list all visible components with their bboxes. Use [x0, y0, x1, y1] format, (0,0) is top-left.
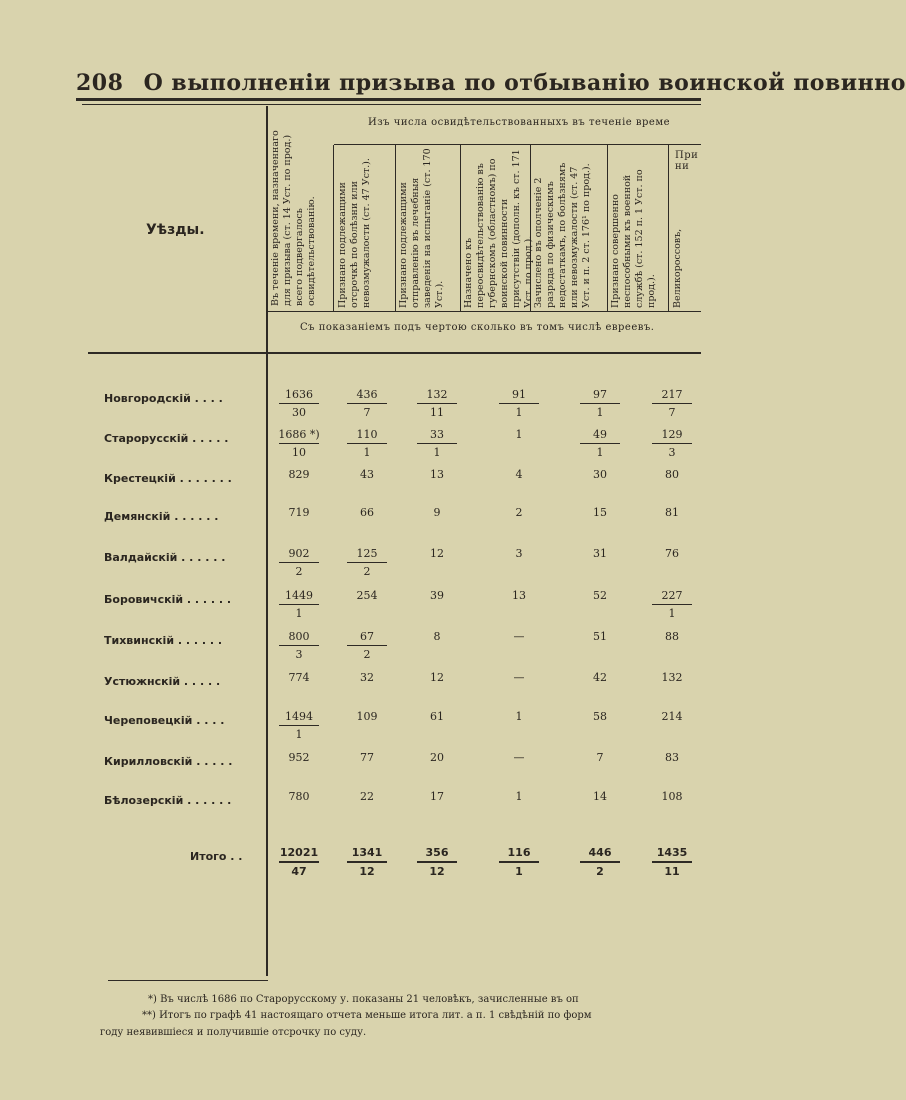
cell-jewish-count: 1 — [515, 865, 523, 878]
col-divider-6 — [607, 145, 608, 311]
district-name — [104, 392, 223, 405]
cell-jewish-count: 1 — [668, 607, 676, 620]
table-cell — [568, 506, 632, 520]
leader-dots: . . . . — [190, 392, 223, 405]
cell-value: 132 — [661, 671, 683, 684]
cell-value: 33 — [430, 428, 444, 441]
cell-value: 13 — [512, 589, 526, 602]
table-cell — [487, 388, 551, 420]
group-header: Изъ числа освидѣтельствованныхъ въ теченіе време — [368, 117, 671, 128]
table-cell — [335, 547, 399, 579]
table-cell — [568, 846, 632, 879]
cell-value: 800 — [288, 630, 310, 643]
table-cell — [267, 388, 331, 420]
cell-value: 58 — [593, 710, 607, 723]
table-cell — [405, 468, 469, 482]
cell-jewish-count: 12 — [359, 865, 375, 878]
footnote-3: году неявившіеся и получившіе отсрочку по суду. — [100, 1027, 367, 1038]
table-cell — [568, 710, 632, 724]
cell-value: 22 — [360, 790, 374, 803]
header-unfit: Признано совершенно неспособными къ военной службѣ (ст. 152 п. 1 Уст. по прод.). — [610, 169, 657, 308]
table-cell — [487, 751, 551, 765]
row-label-text: Боровичскій — [104, 593, 184, 606]
cell-jewish-count: 3 — [295, 648, 303, 661]
table-cell — [487, 468, 551, 482]
row-label-text: Кирилловскій — [104, 755, 193, 768]
leader-dots: . . . . . . — [174, 634, 223, 647]
district-name — [104, 593, 231, 606]
district-name — [104, 714, 224, 727]
table-cell — [405, 388, 469, 420]
table-cell — [405, 630, 469, 644]
table-cell — [335, 630, 399, 662]
fraction-rule — [652, 861, 692, 863]
cell-value: 829 — [288, 468, 310, 481]
fraction-rule — [347, 403, 387, 404]
cell-value: 1636 — [285, 388, 313, 401]
cell-jewish-count: 12 — [429, 865, 445, 878]
district-name — [104, 551, 225, 564]
top-rule-thick — [76, 98, 701, 101]
cell-value: 1494 — [285, 710, 313, 723]
table-cell — [640, 506, 704, 520]
table-cell — [640, 671, 704, 685]
leader-dots: . . . . . . — [177, 551, 226, 564]
cell-jewish-count: 1 — [295, 607, 303, 620]
district-name — [104, 432, 228, 445]
table-cell — [267, 790, 331, 804]
table-cell — [267, 547, 331, 579]
cell-value: 436 — [356, 388, 378, 401]
row-label-text: Тихвинскій — [104, 634, 175, 647]
cell-jewish-count: 2 — [363, 565, 371, 578]
row-label-text: Старорусскій — [104, 432, 189, 445]
leader-dots: . . . . . . — [183, 593, 232, 606]
cell-value: 80 — [665, 468, 679, 481]
total-label — [190, 850, 242, 863]
table-cell — [568, 428, 632, 460]
table-cell — [335, 428, 399, 460]
cell-value: 902 — [288, 547, 310, 560]
table-cell — [405, 547, 469, 561]
fraction-rule — [652, 604, 692, 605]
table-cell — [640, 846, 704, 879]
fraction-rule — [580, 861, 620, 863]
cell-jewish-count: 3 — [668, 446, 676, 459]
cell-value: 97 — [593, 388, 607, 401]
table-cell — [267, 589, 331, 621]
cell-value: 14 — [593, 790, 607, 803]
table-cell — [405, 751, 469, 765]
row-label-text: Череповецкій — [104, 714, 193, 727]
table-cell — [487, 506, 551, 520]
cell-value: 61 — [430, 710, 444, 723]
col-divider-7 — [668, 145, 669, 311]
table-cell — [640, 428, 704, 460]
page-header — [76, 70, 906, 96]
fraction-rule — [580, 443, 620, 444]
cell-jewish-count: 7 — [668, 406, 676, 419]
leader-dots: . . . . — [192, 714, 225, 727]
district-name — [104, 472, 232, 485]
cell-value: 356 — [425, 846, 449, 859]
fraction-rule — [417, 861, 457, 863]
fraction-rule — [279, 861, 319, 863]
header-medical: Признано подлежащими отправленію въ лечебныя заведенія на испытаніе (ст. 170 Уст.). — [398, 148, 445, 308]
cell-value: 12021 — [279, 846, 319, 859]
table-cell — [487, 428, 551, 442]
cell-jewish-count: 11 — [664, 865, 680, 878]
cell-value: 77 — [360, 751, 374, 764]
table-cell — [487, 630, 551, 644]
leader-dots: . . . . . — [188, 432, 229, 445]
table-cell — [335, 468, 399, 482]
cell-value: 9 — [433, 506, 441, 519]
cell-value: 1 — [515, 428, 523, 441]
table-cell — [405, 790, 469, 804]
fraction-rule — [347, 562, 387, 563]
cell-value: 774 — [288, 671, 310, 684]
cell-value: 7 — [596, 751, 604, 764]
page-number: 208 — [76, 70, 124, 96]
table-cell — [335, 671, 399, 685]
row-label-text: Новгородскій — [104, 392, 191, 405]
fraction-rule — [279, 645, 319, 646]
cell-value: 109 — [356, 710, 378, 723]
header-note-jews: Съ показаніемъ подъ чертою сколько въ томъ числѣ евреевъ. — [300, 322, 655, 333]
cell-value: — — [513, 751, 525, 764]
table-cell — [640, 751, 704, 765]
fraction-rule — [279, 443, 319, 444]
col-divider-3 — [395, 145, 396, 311]
footnote-2: **) Итогъ по графѣ 41 настоящаго отчета меньше итога лит. а п. 1 свѣдѣній по форм — [142, 1010, 592, 1021]
cell-value: 12 — [430, 547, 444, 560]
cell-value: 110 — [356, 428, 378, 441]
cell-value: 8 — [433, 630, 441, 643]
cell-value: 67 — [360, 630, 374, 643]
cell-value: 52 — [593, 589, 607, 602]
row-label-text: Устюжнскій — [104, 675, 181, 688]
cell-jewish-count: 1 — [433, 446, 441, 459]
leader-dots: . . . . . — [180, 675, 221, 688]
table-cell — [405, 428, 469, 460]
cell-jewish-count: 11 — [430, 406, 444, 419]
table-cell — [267, 671, 331, 685]
cell-value: 31 — [593, 547, 607, 560]
page-title: О выполненіи призыва по отбыванію воинской повинно — [143, 70, 906, 96]
cell-value: 88 — [665, 630, 679, 643]
table-cell — [640, 710, 704, 724]
fraction-rule — [499, 861, 539, 863]
footnote-1: *) Въ числѣ 1686 по Старорусскому у. показаны 21 человѣкъ, зачисленные въ оп — [148, 994, 579, 1005]
table-cell — [405, 589, 469, 603]
table-cell — [640, 468, 704, 482]
cell-value: 217 — [661, 388, 683, 401]
cell-value: 15 — [593, 506, 607, 519]
top-rule-thin — [82, 104, 701, 105]
row-label-text: Крестецкій — [104, 472, 176, 485]
cell-jewish-count: 2 — [596, 865, 604, 878]
table-cell — [640, 790, 704, 804]
cell-value: 446 — [588, 846, 612, 859]
row-label-text: Демянскій — [104, 510, 171, 523]
table-cell — [335, 751, 399, 765]
cell-value: 17 — [430, 790, 444, 803]
table-cell — [640, 630, 704, 644]
cell-value: 125 — [356, 547, 378, 560]
fraction-rule — [279, 562, 319, 563]
fraction-rule — [652, 403, 692, 404]
table-cell — [267, 751, 331, 765]
cell-jewish-count: 10 — [292, 446, 306, 459]
cell-jewish-count: 2 — [363, 648, 371, 661]
districts-column-header: Уѣзды. — [146, 222, 205, 238]
header-deferred: Признано подлежащими отсрочкѣ по болѣзни или невозмужалости (ст. 47 Уст.). — [337, 158, 372, 308]
table-cell — [640, 589, 704, 621]
header-militia: Зачислено въ ополченіе 2 разряда по физическимъ недостаткамъ, по болѣзнямъ или невозмужалости (ст. 47 Уст. и п. 2 ст. 176¹ по прод.). — [533, 162, 592, 308]
table-cell — [568, 388, 632, 420]
table-cell — [267, 506, 331, 520]
table-cell — [640, 547, 704, 561]
row-label-text: Валдайскій — [104, 551, 178, 564]
cell-value: 129 — [661, 428, 683, 441]
cell-value: — — [513, 671, 525, 684]
cell-value: 952 — [288, 751, 310, 764]
cell-value: 132 — [426, 388, 448, 401]
table-cell — [267, 710, 331, 742]
cell-value: 81 — [665, 506, 679, 519]
cell-jewish-count: 7 — [363, 406, 371, 419]
cell-value: 32 — [360, 671, 374, 684]
cell-value: 214 — [661, 710, 683, 723]
footnote-rule — [108, 980, 268, 981]
row-label-text: Бѣлозерскій — [104, 794, 184, 807]
table-cell — [267, 630, 331, 662]
table-cell — [405, 671, 469, 685]
cell-jewish-count: 1 — [596, 406, 604, 419]
cell-jewish-count: 47 — [291, 865, 307, 878]
cell-value: 108 — [661, 790, 683, 803]
cell-value: 254 — [356, 589, 378, 602]
table-cell — [267, 846, 331, 879]
table-cell — [568, 751, 632, 765]
table-cell — [568, 468, 632, 482]
cell-value: 39 — [430, 589, 444, 602]
table-cell — [405, 846, 469, 879]
cell-value: 1 — [515, 710, 523, 723]
cell-jewish-count: 1 — [295, 728, 303, 741]
district-name — [104, 634, 222, 647]
cell-value: 12 — [430, 671, 444, 684]
header-bottom-rule — [88, 352, 701, 354]
leader-dots: . . . . . . . — [175, 472, 232, 485]
header-great-russians: Великороссовъ, — [672, 228, 683, 308]
district-name — [104, 794, 231, 807]
table-cell — [335, 846, 399, 879]
group-header-rule — [334, 144, 701, 145]
header-total-examined: Въ теченіе времени, назначеннаго для призыва (ст. 14 Уст. по прод.) всего подвергалось освидѣтельствованію. — [270, 130, 317, 306]
cell-value: 780 — [288, 790, 310, 803]
table-cell — [568, 589, 632, 603]
district-name — [104, 755, 232, 768]
cell-value: 76 — [665, 547, 679, 560]
district-name — [104, 675, 220, 688]
cell-value: 49 — [593, 428, 607, 441]
cell-value: 3 — [515, 547, 523, 560]
table-cell — [335, 506, 399, 520]
fraction-rule — [580, 403, 620, 404]
cell-value: 116 — [507, 846, 531, 859]
cell-jewish-count: 1 — [515, 406, 523, 419]
cell-value: 1449 — [285, 589, 313, 602]
col-divider-2 — [333, 145, 334, 311]
table-cell — [568, 630, 632, 644]
fraction-rule — [347, 443, 387, 444]
cell-jewish-count: 2 — [295, 565, 303, 578]
fraction-rule — [417, 443, 457, 444]
cell-value: 83 — [665, 751, 679, 764]
table-cell — [335, 589, 399, 603]
cell-value: 42 — [593, 671, 607, 684]
fraction-rule — [417, 403, 457, 404]
header-reexamination: Назначено къ переосвидѣтельствованію въ губернскомъ (областномъ) по воинской повинности присутствіи (дополн. къ ст. 171 Уст. по прод.). — [463, 149, 534, 308]
cell-jewish-count: 30 — [292, 406, 306, 419]
table-cell — [267, 468, 331, 482]
cell-value: 1341 — [351, 846, 383, 859]
cell-value: 51 — [593, 630, 607, 643]
fraction-rule — [279, 725, 319, 726]
table-cell — [405, 710, 469, 724]
fraction-rule — [347, 861, 387, 863]
table-cell — [335, 710, 399, 724]
leader-dots: . . . . . . — [183, 794, 232, 807]
fraction-rule — [652, 443, 692, 444]
header-top-right-fragment: При ни — [675, 150, 699, 172]
col-divider-4 — [460, 145, 461, 311]
cell-jewish-count: 1 — [596, 446, 604, 459]
table-cell — [568, 547, 632, 561]
table-cell — [568, 671, 632, 685]
table-cell — [568, 790, 632, 804]
cell-value: 30 — [593, 468, 607, 481]
table-cell — [405, 506, 469, 520]
fraction-rule — [279, 403, 319, 404]
cell-value: 227 — [661, 589, 683, 602]
table-cell — [335, 388, 399, 420]
table-cell — [335, 790, 399, 804]
table-cell — [487, 671, 551, 685]
leader-dots: . . — [226, 850, 243, 863]
table-cell — [487, 589, 551, 603]
cell-value: 20 — [430, 751, 444, 764]
cell-value: 4 — [515, 468, 523, 481]
leader-dots: . . . . . . — [170, 510, 219, 523]
table-cell — [640, 388, 704, 420]
leader-dots: . . . . . — [192, 755, 233, 768]
table-cell — [487, 790, 551, 804]
table-cell — [267, 428, 331, 460]
cell-value: 1 — [515, 790, 523, 803]
table-cell — [487, 846, 551, 879]
table-cell — [487, 547, 551, 561]
cell-value: 719 — [288, 506, 310, 519]
cell-value: 1686 *) — [278, 428, 320, 441]
district-name — [104, 510, 218, 523]
cell-jewish-count: 1 — [363, 446, 371, 459]
cell-value: 2 — [515, 506, 523, 519]
cell-value: — — [513, 630, 525, 643]
cell-value: 91 — [512, 388, 526, 401]
cell-value: 13 — [430, 468, 444, 481]
fraction-rule — [347, 645, 387, 646]
fraction-rule — [279, 604, 319, 605]
cell-value: 43 — [360, 468, 374, 481]
fraction-rule — [499, 403, 539, 404]
cell-value: 66 — [360, 506, 374, 519]
table-cell — [487, 710, 551, 724]
row-label-text: Итого — [190, 850, 227, 863]
subheader-bottom-rule — [268, 311, 701, 312]
cell-value: 1435 — [656, 846, 688, 859]
